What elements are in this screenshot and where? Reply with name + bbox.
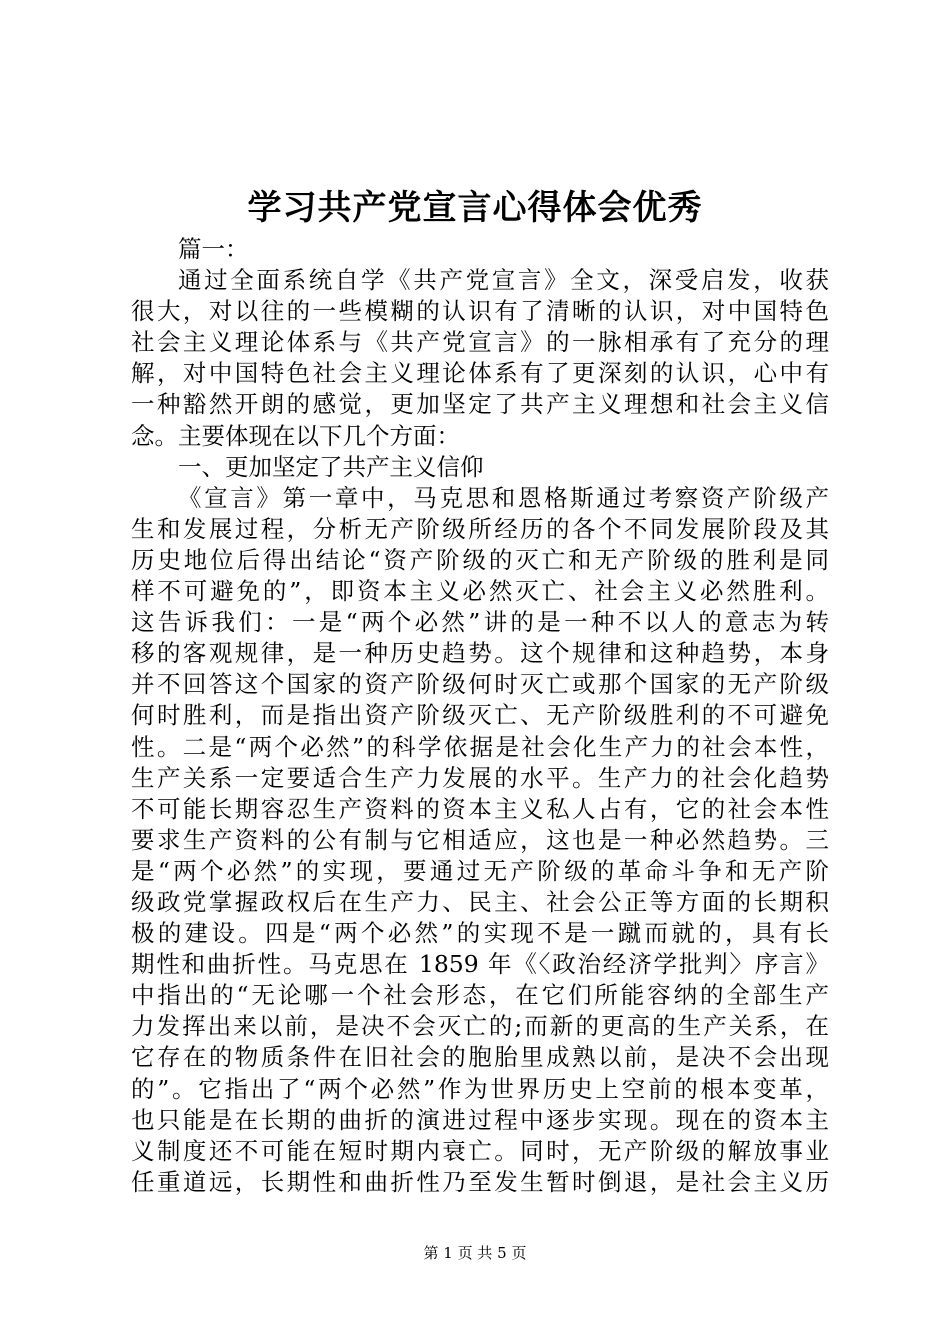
paragraph-line: 不可能长期容忍生产资料的资本主义私人占有，它的社会本性 (131, 794, 829, 823)
page-number: 第 1 页 共 5 页 (423, 1244, 527, 1262)
subsection-heading: 一、更加坚定了共产主义信仰 (178, 452, 484, 481)
paragraph-line: 很大，对以往的一些模糊的认识有了清晰的认识，对中国特色 (131, 297, 829, 326)
paragraph-line: 何时胜利，而是指出资产阶级灭亡、无产阶级胜利的不可避免 (131, 701, 829, 730)
section-heading: 篇一： (178, 235, 249, 263)
paragraph-line: 通过全面系统自学《共产党宣言》全文，深受启发，收获 (178, 266, 829, 295)
paragraph-line: 样不可避免的”，即资本主义必然灭亡、社会主义必然胜利。 (131, 577, 829, 606)
document-body (131, 234, 829, 1198)
paragraph-line: 是“两个必然”的实现，要通过无产阶级的革命斗争和无产阶 (131, 856, 829, 885)
paragraph-line: 生和发展过程，分析无产阶级所经历的各个不同发展阶段及其 (131, 514, 829, 543)
paragraph-line: 义制度还不可能在短时期内衰亡。同时，无产阶级的解放事业 (131, 1136, 829, 1165)
paragraph-line: 历史地位后得出结论“资产阶级的灭亡和无产阶级的胜利是同 (131, 545, 829, 574)
paragraph-line: 《宣言》第一章中，马克思和恩格斯通过考察资产阶级产 (178, 483, 829, 512)
paragraph-line: 期性和曲折性。马克思在 1859 年《〈政治经济学批判〉序言》 (131, 950, 829, 979)
paragraph-line: 中指出的“无论哪一个社会形态，在它们所能容纳的全部生产 (131, 981, 829, 1010)
paragraph-line: 任重道远，长期性和曲折性乃至发生暂时倒退，是社会主义历 (131, 1167, 829, 1196)
paragraph-line: 生产关系一定要适合生产力发展的水平。生产力的社会化趋势 (131, 763, 829, 792)
paragraph-line: 也只能是在长期的曲折的演进过程中逐步实现。现在的资本主 (131, 1105, 829, 1134)
paragraph-line: 力发挥出来以前，是决不会灭亡的;而新的更高的生产关系，在 (131, 1012, 829, 1041)
paragraph-line: 移的客观规律，是一种历史趋势。这个规律和这种趋势，本身 (131, 639, 829, 668)
paragraph-line: 极的建设。四是“两个必然”的实现不是一蹴而就的，具有长 (131, 919, 829, 948)
paragraph-line: 性。二是“两个必然”的科学依据是社会化生产力的社会本性， (131, 732, 829, 761)
paragraph-line: 一种豁然开朗的感觉，更加坚定了共产主义理想和社会主义信 (131, 390, 829, 419)
paragraph-line: 并不回答这个国家的资产阶级何时灭亡或那个国家的无产阶级 (131, 670, 829, 699)
paragraph-line: 级政党掌握政权后在生产力、民主、社会公正等方面的长期积 (131, 887, 829, 916)
paragraph-line: 社会主义理论体系与《共产党宣言》的一脉相承有了充分的理 (131, 328, 829, 357)
document-title: 学习共产党宣言心得体会优秀 (247, 188, 703, 228)
paragraph-line: 它存在的物质条件在旧社会的胞胎里成熟以前，是决不会出现 (131, 1043, 829, 1072)
paragraph-line: 的”。它指出了“两个必然”作为世界历史上空前的根本变革， (131, 1074, 829, 1103)
paragraph-line: 解，对中国特色社会主义理论体系有了更深刻的认识，心中有 (131, 359, 829, 388)
paragraph-line: 这告诉我们：一是“两个必然”讲的是一种不以人的意志为转 (131, 608, 829, 637)
paragraph-line: 要求生产资料的公有制与它相适应，这也是一种必然趋势。三 (131, 825, 829, 854)
paragraph-line: 念。主要体现在以下几个方面： (131, 421, 460, 450)
